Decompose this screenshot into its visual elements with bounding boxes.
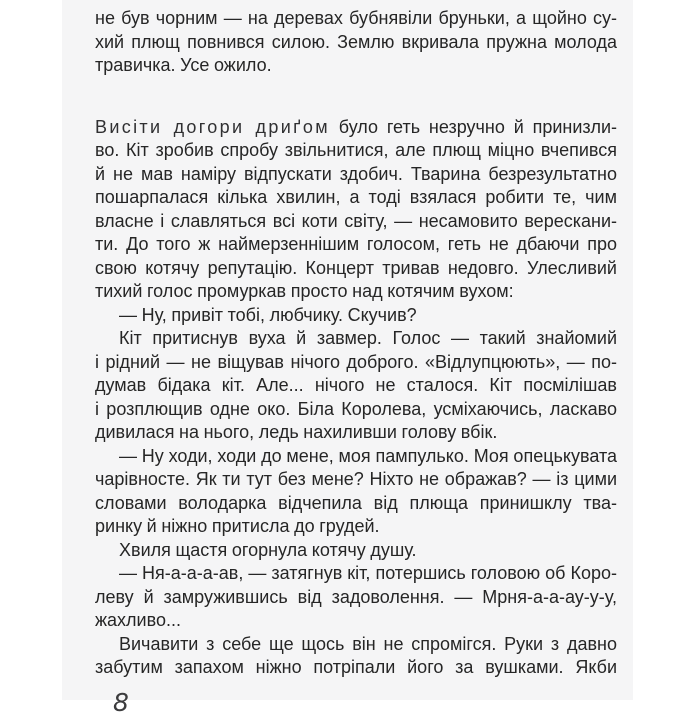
paragraph-section-opening (95, 116, 617, 304)
text-line: власне і славляться всі коти світу, — несамовито верескани- (95, 210, 617, 231)
text-line: — Ну, привіт тобі, любчику. Скучив? (119, 304, 417, 325)
text-line: — Ня-а-а-а-ав, — затягнув кіт, потершись головою об Коро- (119, 563, 617, 583)
text-line: забутим запахом ніжно потріпали його за вушками. Якби (95, 657, 617, 677)
text-line: і рідний — не віщував нічого доброго. «Відлупцюють», — по- (95, 351, 617, 372)
text-line: Вичавити з себе ще щось він не спромігся. Руки з давно (119, 633, 617, 654)
paragraph-narration-3 (95, 633, 617, 680)
text-line: Хвиля щастя огорнула котячу душу. (119, 539, 417, 560)
text-line: жахливо... (95, 610, 181, 630)
text-line: словами володарка відчепила від плюща принишклу тва- (95, 492, 617, 513)
text-line: Кіт притиснув вуха й завмер. Голос — такий знайомий (119, 328, 617, 348)
paragraph-dialogue-3 (95, 562, 617, 633)
text-line: й не мав наміру відпускати здобич. Тварина безрезультатно (95, 163, 617, 184)
book-page (62, 0, 633, 717)
text-line: Висіти догори дриґом було геть незручно й принизли- (95, 116, 617, 137)
paragraph-dialogue-1 (95, 304, 617, 328)
paragraph-narration-2 (95, 539, 617, 563)
text-line: тихий голос промуркав просто над котячим вухом: (95, 281, 514, 301)
text-line: свою котячу репутацію. Концерт тривав недовго. Улесливий (95, 257, 617, 278)
text-line: і розплющив одне око. Біла Королева, усміхаючись, ласкаво (95, 398, 617, 419)
text-line: во. Кіт зробив спробу звільнитися, але плющ міцно вчепився (95, 140, 617, 160)
text-line: ти. До того ж наймерзеннішим голосом, геть не дбаючи про (95, 234, 617, 254)
paragraph-narration-1 (95, 327, 617, 445)
text-line: не був чорним — на деревах бубнявіли бруньки, а щойно су- (95, 8, 617, 28)
text-line: — Ну ходи, ходи до мене, моя пампулько. Моя опецькувата (119, 445, 617, 466)
text-line: ринку й ніжно притисла до грудей. (95, 516, 380, 536)
page-number: 8 (113, 687, 129, 717)
paragraph-dialogue-2 (95, 445, 617, 539)
text-line: травичка. Усе ожило. (95, 55, 272, 75)
paragraph-continuation (95, 7, 617, 78)
text-line: думав бідака кіт. Але... нічого не сталося. Кіт посмілішав (95, 375, 617, 395)
text-line: пошарпалася кілька хвилин, а тоді взялася робити те, чим (95, 187, 617, 207)
body-text-block (95, 7, 617, 680)
text-line: леву й замружившись від задоволення. — Мрня-а-а-ау-у-у, (95, 586, 617, 607)
text-line: чарівносте. Як ти тут без мене? Ніхто не ображав? — із цими (95, 469, 617, 489)
text-line: хий плющ повнився силою. Землю вкривала пружна молода (95, 31, 617, 52)
section-opener-text: Висіти догори дриґом (95, 116, 330, 137)
text-line: дивилася на нього, ледь нахиливши голову вбік. (95, 422, 498, 442)
